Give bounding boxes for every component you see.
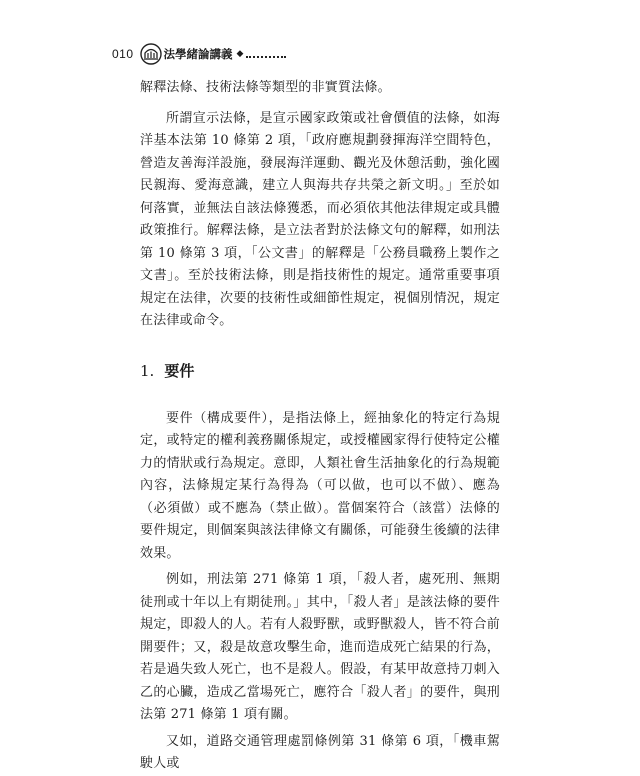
page-body [140,70,500,776]
book-title: 法學緒論講義 [163,47,233,61]
paragraph-continued: 解釋法條、技術法條等類型的非實質法條。 [140,80,391,95]
book-arch-logo-icon [140,43,162,65]
paragraph-traffic-act-example: 又如，道路交通管理處罰條例第 31 條第 6 項，「機車駕駛人或 [140,733,500,771]
page-header [112,42,286,66]
paragraph-declaratory-provisions: 所謂宣示法條，是宣示國家政策或社會價值的法條，如海洋基本法第 10 條第 2 項，「政府應規劃發揮海洋空間特色，營造友善海洋設施，發展海洋運動、觀光及休憩活動，強化國民親海、愛海意識，建立人與海共存共榮之新文明。」至於如何落實，並無法自該法條獲悉，而必須依其他法律規定或具體政策推行。解釋法條，是立法者對於法條文句的解釋，如刑法第 10 條第 3 項，「公文書」的解釋是「公務員職務上製作之文書」。至於技術法條，則是指技術性的規定。通常重要事項規定在法律，次要的技術性或細節性規定，視個別情況，規定在法律或命令。 [140,110,500,328]
page-number: 010 [112,47,134,61]
section-heading [140,360,500,382]
paragraph-criminal-code-example: 例如，刑法第 271 條第 1 項，「殺人者，處死刑、無期徒刑或十年以上有期徒刑。」其中，「殺人者」是該法條的要件規定，即殺人的人。若有人殺野獸，或野獸殺人，皆不符合前開要件；又，殺是故意攻擊生命，進而造成死亡結果的行為，若是過失致人死亡，也不是殺人。假設，有某甲故意持刀刺入乙的心臟，造成乙當場死亡，應符合「殺人者」的要件，與刑法第 271 條第 1 項有關。 [140,572,500,722]
diamond-icon: ◆ [236,49,244,59]
paragraph-elements-definition: 要件（構成要件），是指法條上，經抽象化的特定行為規定，或特定的權利義務關係規定，或授權國家得行使特定公權力的情狀或行為規定。意即，人類社會生活抽象化的行為規範內容，法條規定某行為得為（可以做，也可以不做）、應為（必須做）或不應為（禁止做）。當個案符合（該當）法條的要件規定，則個案與該法律條文有關係，可能發生後續的法律效果。 [140,410,500,561]
section-number: 1. [140,361,155,380]
dotted-rule [246,56,286,58]
section-title: 要件 [164,361,195,380]
